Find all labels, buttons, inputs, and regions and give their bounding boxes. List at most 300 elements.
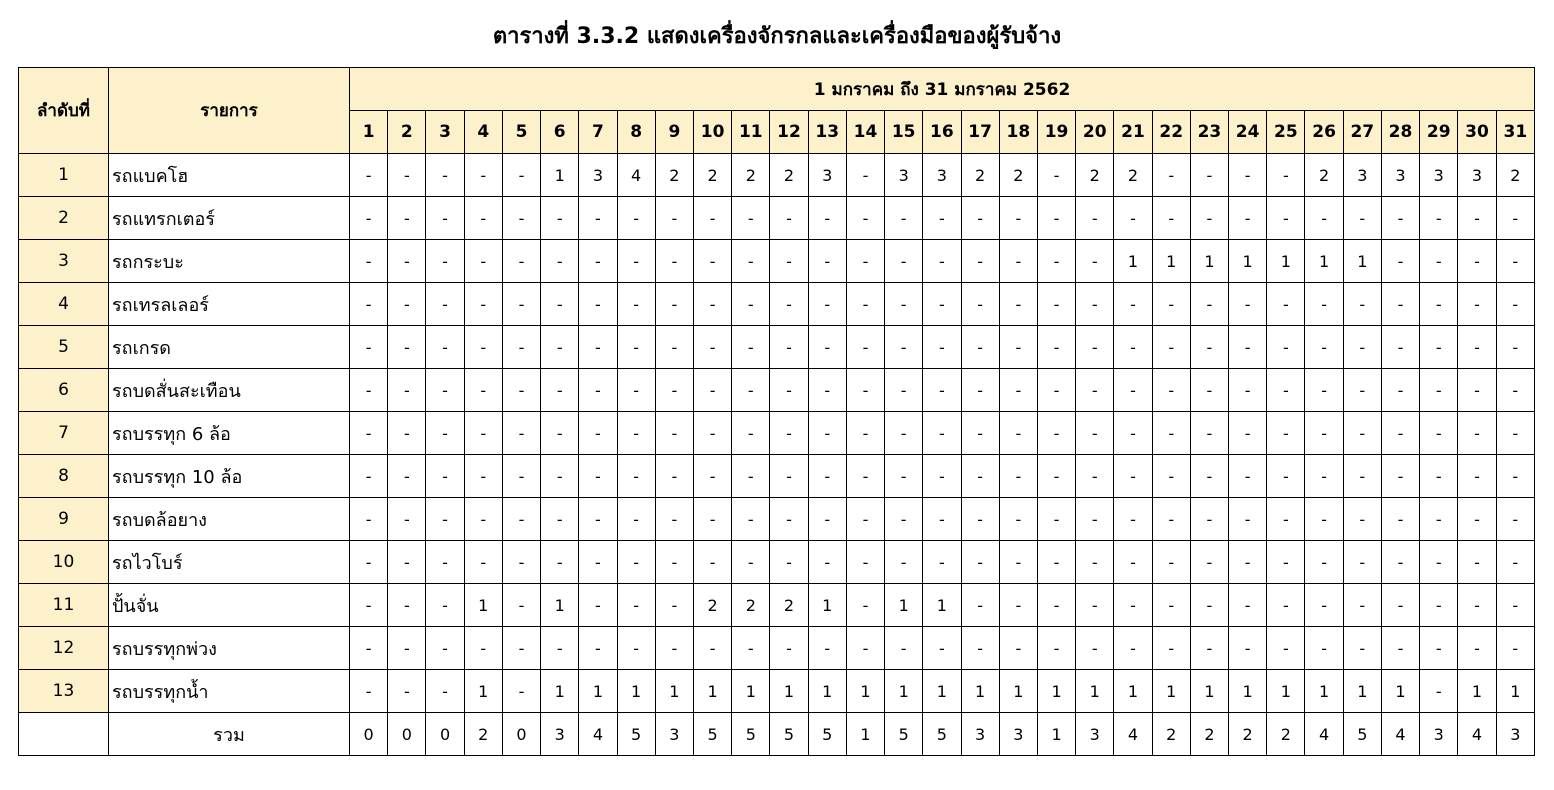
day-value-cell: - [502,584,540,627]
day-value-cell: - [846,326,884,369]
row-item-name: ปั้นจั่น [109,584,350,627]
day-value-cell: - [1420,541,1458,584]
day-value-cell: 1 [808,584,846,627]
row-item-name: รถกระบะ [109,240,350,283]
day-value-cell: - [579,541,617,584]
day-value-cell: - [464,154,502,197]
day-value-cell: - [579,627,617,670]
day-value-cell: - [693,369,731,412]
header-day: 31 [1496,111,1535,154]
header-day: 8 [617,111,655,154]
day-value-cell: - [1229,627,1267,670]
day-value-cell: - [1496,498,1535,541]
day-value-cell: - [923,412,961,455]
day-value-cell: - [1114,197,1152,240]
day-value-cell: - [846,197,884,240]
day-value-cell: - [885,541,923,584]
day-value-cell: - [350,240,388,283]
day-value-cell: - [1420,412,1458,455]
day-value-cell: - [1381,455,1419,498]
day-value-cell: - [1267,283,1305,326]
day-value-cell: 1 [617,670,655,713]
day-value-cell: 3 [885,154,923,197]
day-value-cell: - [1190,369,1228,412]
day-value-cell: - [1458,412,1496,455]
header-day: 29 [1420,111,1458,154]
day-value-cell: 1 [1305,670,1343,713]
day-value-cell: - [350,283,388,326]
day-value-cell: - [426,584,464,627]
table-row [19,627,1535,670]
day-value-cell: - [1267,369,1305,412]
header-day: 11 [732,111,770,154]
day-value-cell: 1 [655,670,693,713]
day-value-cell: - [808,455,846,498]
day-value-cell: - [388,283,426,326]
day-value-cell: - [885,412,923,455]
day-value-cell: - [1496,627,1535,670]
day-value-cell: - [846,154,884,197]
day-value-cell: - [502,541,540,584]
day-value-cell: - [1305,541,1343,584]
day-value-cell: - [541,627,579,670]
header-day: 26 [1305,111,1343,154]
row-index: 5 [19,326,109,369]
day-value-cell: - [1381,369,1419,412]
day-value-cell: - [579,197,617,240]
day-value-cell: - [1114,369,1152,412]
day-value-cell: - [1458,240,1496,283]
row-item-name: รถเทรลเลอร์ [109,283,350,326]
day-value-cell: - [923,240,961,283]
day-value-cell: - [1114,627,1152,670]
day-value-cell: - [846,584,884,627]
row-item-name: รถบรรทุก 10 ล้อ [109,455,350,498]
total-value-cell: 5 [693,713,731,756]
day-value-cell: 1 [1152,240,1190,283]
equipment-table [18,67,1535,756]
day-value-cell: - [541,283,579,326]
day-value-cell: - [502,412,540,455]
day-value-cell: - [1190,498,1228,541]
header-row-period [19,68,1535,111]
day-value-cell: - [1458,541,1496,584]
day-value-cell: - [693,197,731,240]
day-value-cell: - [808,498,846,541]
day-value-cell: 2 [1496,154,1535,197]
day-value-cell: - [1114,498,1152,541]
day-value-cell: - [1420,455,1458,498]
day-value-cell: - [655,283,693,326]
day-value-cell: - [426,541,464,584]
day-value-cell: - [885,326,923,369]
day-value-cell: 1 [693,670,731,713]
day-value-cell: - [655,584,693,627]
day-value-cell: - [388,240,426,283]
day-value-cell: - [1496,197,1535,240]
day-value-cell: - [961,498,999,541]
day-value-cell: - [617,326,655,369]
day-value-cell: - [808,627,846,670]
day-value-cell: 2 [1114,154,1152,197]
day-value-cell: 2 [732,154,770,197]
day-value-cell: - [350,498,388,541]
day-value-cell: - [1152,283,1190,326]
day-value-cell: - [502,283,540,326]
total-value-cell: 0 [502,713,540,756]
day-value-cell: - [350,584,388,627]
day-value-cell: - [923,369,961,412]
day-value-cell: 1 [846,670,884,713]
day-value-cell: - [1496,326,1535,369]
total-value-cell: 2 [464,713,502,756]
day-value-cell: - [1267,326,1305,369]
day-value-cell: - [1343,283,1381,326]
day-value-cell: - [732,498,770,541]
header-day: 3 [426,111,464,154]
day-value-cell: - [693,240,731,283]
day-value-cell: - [1420,240,1458,283]
day-value-cell: - [1037,455,1075,498]
total-row [19,713,1535,756]
total-value-cell: 0 [426,713,464,756]
day-value-cell: - [846,240,884,283]
table-row [19,455,1535,498]
day-value-cell: 1 [1343,240,1381,283]
row-item-name: รถบรรทุกน้ำ [109,670,350,713]
header-day: 23 [1190,111,1228,154]
row-item-name: รถบรรทุก 6 ล้อ [109,412,350,455]
total-value-cell: 5 [885,713,923,756]
day-value-cell: - [1229,541,1267,584]
day-value-cell: - [541,412,579,455]
header-day: 10 [693,111,731,154]
day-value-cell: 1 [770,670,808,713]
day-value-cell: - [350,670,388,713]
day-value-cell: - [1076,240,1114,283]
day-value-cell: 3 [808,154,846,197]
day-value-cell: 1 [1229,240,1267,283]
header-day: 15 [885,111,923,154]
day-value-cell: - [1420,627,1458,670]
day-value-cell: - [1343,455,1381,498]
day-value-cell: 1 [1190,240,1228,283]
day-value-cell: - [846,412,884,455]
day-value-cell: - [999,283,1037,326]
day-value-cell: - [350,627,388,670]
day-value-cell: - [961,283,999,326]
day-value-cell: - [1343,197,1381,240]
table-row [19,670,1535,713]
day-value-cell: - [1037,154,1075,197]
day-value-cell: - [693,283,731,326]
total-label: รวม [109,713,350,756]
row-index: 1 [19,154,109,197]
day-value-cell: 1 [923,584,961,627]
header-period: 1 มกราคม ถึง 31 มกราคม 2562 [350,68,1535,111]
day-value-cell: - [426,369,464,412]
day-value-cell: - [388,154,426,197]
day-value-cell: 2 [770,584,808,627]
day-value-cell: - [388,326,426,369]
day-value-cell: - [1496,369,1535,412]
day-value-cell: - [732,240,770,283]
day-value-cell: - [846,498,884,541]
day-value-cell: - [579,326,617,369]
table-row [19,412,1535,455]
day-value-cell: - [923,541,961,584]
day-value-cell: - [846,369,884,412]
day-value-cell: 3 [1458,154,1496,197]
day-value-cell: - [808,197,846,240]
day-value-cell: - [426,283,464,326]
day-value-cell: - [1267,412,1305,455]
day-value-cell: - [999,584,1037,627]
total-value-cell: 0 [388,713,426,756]
day-value-cell: - [1458,498,1496,541]
day-value-cell: 1 [1458,670,1496,713]
day-value-cell: - [923,627,961,670]
day-value-cell: - [1267,498,1305,541]
total-value-cell: 3 [999,713,1037,756]
day-value-cell: 1 [885,584,923,627]
day-value-cell: - [464,369,502,412]
day-value-cell: - [961,197,999,240]
day-value-cell: - [426,240,464,283]
row-index: 10 [19,541,109,584]
day-value-cell: - [961,412,999,455]
day-value-cell: - [693,412,731,455]
day-value-cell: 1 [1229,670,1267,713]
day-value-cell: 3 [1343,154,1381,197]
day-value-cell: - [388,412,426,455]
day-value-cell: - [999,240,1037,283]
header-day: 4 [464,111,502,154]
day-value-cell: - [426,670,464,713]
table-row [19,154,1535,197]
total-value-cell: 2 [1152,713,1190,756]
day-value-cell: - [388,455,426,498]
day-value-cell: - [885,240,923,283]
day-value-cell: - [1343,412,1381,455]
day-value-cell: - [1114,412,1152,455]
day-value-cell: - [1305,627,1343,670]
total-value-cell: 5 [732,713,770,756]
header-day: 2 [388,111,426,154]
day-value-cell: - [1267,154,1305,197]
day-value-cell: 2 [999,154,1037,197]
day-value-cell: - [1381,541,1419,584]
day-value-cell: - [464,541,502,584]
day-value-cell: 1 [808,670,846,713]
day-value-cell: - [1152,369,1190,412]
day-value-cell: - [1305,455,1343,498]
day-value-cell: - [1305,584,1343,627]
total-value-cell: 3 [1420,713,1458,756]
day-value-cell: - [1420,283,1458,326]
day-value-cell: - [961,240,999,283]
day-value-cell: 1 [1381,670,1419,713]
total-value-cell: 3 [1496,713,1535,756]
day-value-cell: - [961,455,999,498]
day-value-cell: - [732,326,770,369]
day-value-cell: - [770,369,808,412]
header-day: 22 [1152,111,1190,154]
day-value-cell: 1 [1076,670,1114,713]
day-value-cell: - [1496,455,1535,498]
total-value-cell: 1 [846,713,884,756]
day-value-cell: - [923,498,961,541]
day-value-cell: - [770,498,808,541]
day-value-cell: - [1037,283,1075,326]
day-value-cell: - [1420,584,1458,627]
row-index: 12 [19,627,109,670]
day-value-cell: - [846,541,884,584]
day-value-cell: - [1114,584,1152,627]
day-value-cell: - [1152,154,1190,197]
day-value-cell: 1 [464,584,502,627]
day-value-cell: 2 [1076,154,1114,197]
day-value-cell: - [732,369,770,412]
day-value-cell: - [541,541,579,584]
header-day: 24 [1229,111,1267,154]
day-value-cell: - [1152,455,1190,498]
day-value-cell: - [1458,369,1496,412]
day-value-cell: - [846,627,884,670]
day-value-cell: - [1190,283,1228,326]
total-value-cell: 5 [617,713,655,756]
day-value-cell: - [1381,412,1419,455]
header-day: 14 [846,111,884,154]
day-value-cell: - [541,455,579,498]
day-value-cell: - [426,197,464,240]
day-value-cell: - [693,326,731,369]
day-value-cell: 1 [1267,240,1305,283]
day-value-cell: - [388,627,426,670]
day-value-cell: 1 [1114,240,1152,283]
day-value-cell: 1 [885,670,923,713]
day-value-cell: - [502,369,540,412]
day-value-cell: - [464,498,502,541]
day-value-cell: - [426,154,464,197]
day-value-cell: - [923,197,961,240]
total-value-cell: 3 [1076,713,1114,756]
day-value-cell: - [1343,627,1381,670]
day-value-cell: - [1152,412,1190,455]
day-value-cell: - [693,455,731,498]
day-value-cell: 3 [1381,154,1419,197]
header-day: 25 [1267,111,1305,154]
day-value-cell: - [388,197,426,240]
day-value-cell: - [999,541,1037,584]
day-value-cell: - [502,455,540,498]
day-value-cell: - [770,455,808,498]
day-value-cell: - [617,283,655,326]
header-day: 1 [350,111,388,154]
day-value-cell: - [885,283,923,326]
day-value-cell: - [770,283,808,326]
day-value-cell: - [350,541,388,584]
day-value-cell: - [617,412,655,455]
day-value-cell: - [1420,326,1458,369]
day-value-cell: - [846,455,884,498]
day-value-cell: - [617,369,655,412]
day-value-cell: 1 [464,670,502,713]
day-value-cell: - [1458,283,1496,326]
day-value-cell: - [732,197,770,240]
row-item-name: รถเกรด [109,326,350,369]
day-value-cell: 1 [1267,670,1305,713]
day-value-cell: - [350,369,388,412]
header-day: 19 [1037,111,1075,154]
day-value-cell: 1 [541,584,579,627]
day-value-cell: - [1267,455,1305,498]
day-value-cell: - [388,498,426,541]
day-value-cell: - [655,240,693,283]
day-value-cell: - [1229,584,1267,627]
total-value-cell: 1 [1037,713,1075,756]
day-value-cell: - [999,627,1037,670]
day-value-cell: - [579,240,617,283]
row-index: 3 [19,240,109,283]
day-value-cell: - [693,541,731,584]
day-value-cell: - [1229,455,1267,498]
day-value-cell: - [1458,455,1496,498]
total-value-cell: 4 [1305,713,1343,756]
day-value-cell: - [999,498,1037,541]
day-value-cell: 1 [1037,670,1075,713]
header-index: ลำดับที่ [19,68,109,154]
header-day: 7 [579,111,617,154]
day-value-cell: 1 [579,670,617,713]
day-value-cell: - [1114,283,1152,326]
day-value-cell: - [1496,584,1535,627]
day-value-cell: - [350,412,388,455]
day-value-cell: - [1496,541,1535,584]
day-value-cell: - [1076,498,1114,541]
day-value-cell: - [732,541,770,584]
day-value-cell: - [1420,670,1458,713]
day-value-cell: - [808,283,846,326]
day-value-cell: - [1037,412,1075,455]
day-value-cell: - [1190,326,1228,369]
day-value-cell: - [541,240,579,283]
total-value-cell: 5 [923,713,961,756]
day-value-cell: - [1076,197,1114,240]
day-value-cell: - [617,584,655,627]
day-value-cell: - [732,455,770,498]
total-value-cell: 3 [961,713,999,756]
day-value-cell: - [885,369,923,412]
day-value-cell: - [1305,283,1343,326]
day-value-cell: 2 [655,154,693,197]
day-value-cell: - [617,455,655,498]
day-value-cell: - [464,197,502,240]
day-value-cell: - [1190,412,1228,455]
day-value-cell: - [1114,455,1152,498]
day-value-cell: - [655,627,693,670]
header-day: 13 [808,111,846,154]
total-value-cell: 4 [1458,713,1496,756]
day-value-cell: - [579,369,617,412]
total-value-cell: 4 [1114,713,1152,756]
day-value-cell: - [1190,197,1228,240]
day-value-cell: - [1229,498,1267,541]
day-value-cell: 3 [923,154,961,197]
header-day: 12 [770,111,808,154]
day-value-cell: - [885,455,923,498]
total-value-cell: 0 [350,713,388,756]
